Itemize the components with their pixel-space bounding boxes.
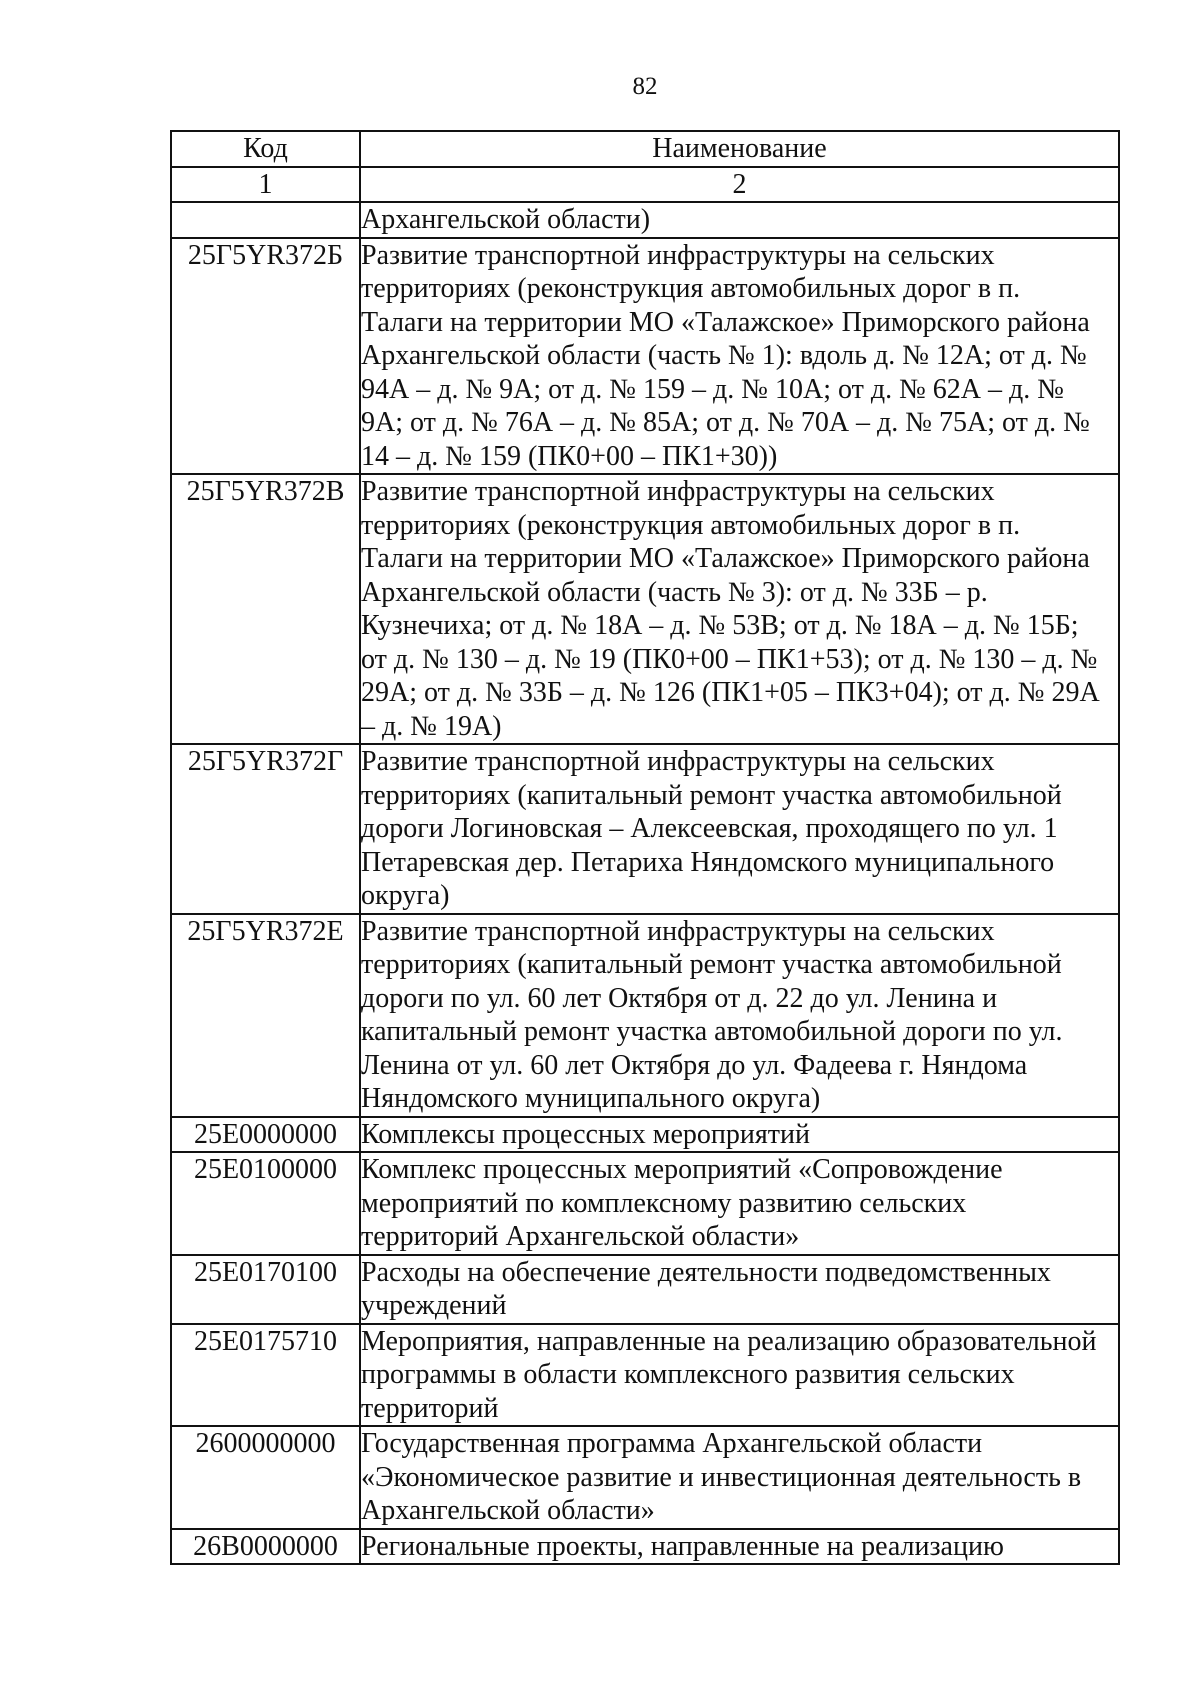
code-cell: 25Е0000000 [171, 1117, 360, 1153]
name-cell: Мероприятия, направленные на реализацию образовательной программы в области комплексного развития сельских территорий [360, 1324, 1119, 1427]
name-cell: Развитие транспортной инфраструктуры на сельских территориях (капитальный ремонт участка автомобильной дороги по ул. 60 лет Октября от д. 22 до ул. Ленина и капитальный ремонт участка автомобильной дороги по ул. Ленина от ул. 60 лет Октября до ул. Фадеева г. Няндома Няндомского муниципального округа) [360, 914, 1119, 1117]
table-row [171, 474, 1119, 744]
table-row [171, 744, 1119, 914]
table-row [171, 1152, 1119, 1255]
table-header [171, 131, 1119, 202]
code-cell: 25Е0170100 [171, 1255, 360, 1324]
budget-code-table [170, 130, 1120, 1565]
name-cell: Развитие транспортной инфраструктуры на сельских территориях (капитальный ремонт участка автомобильной дороги Логиновская – Алексеевская, проходящего по ул. 1 Петаревская дер. Петариха Няндомского муниципального округа) [360, 744, 1119, 914]
name-cell: Государственная программа Архангельской области «Экономическое развитие и инвестиционная деятельность в Архангельской области» [360, 1426, 1119, 1529]
name-cell: Развитие транспортной инфраструктуры на сельских территориях (реконструкция автомобильных дорог в п. Талаги на территории МО «Талажское» Приморского района Архангельской области (часть № 1): вдоль д. № 12А; от д. № 94А – д. № 9А; от д. № 159 – д. № 10А; от д. № 62А – д. № 9А; от д. № 76А – д. № 85А; от д. № 70А – д. № 75А; от д. № 14 – д. № 159 (ПК0+00 – ПК1+30)) [360, 238, 1119, 475]
name-cell: Региональные проекты, направленные на реализацию [360, 1529, 1119, 1565]
code-cell: 25Е0175710 [171, 1324, 360, 1427]
code-cell: 25Г5YR372В [171, 474, 360, 744]
column-number-code: 1 [171, 167, 360, 203]
name-cell: Развитие транспортной инфраструктуры на сельских территориях (реконструкция автомобильных дорог в п. Талаги на территории МО «Талажское» Приморского района Архангельской области (часть № 3): от д. № 33Б – р. Кузнечиха; от д. № 18А – д. № 53В; от д. № 18А – д. № 15Б; от д. № 130 – д. № 19 (ПК0+00 – ПК1+53); от д. № 130 – д. № 29А; от д. № 33Б – д. № 126 (ПК1+05 – ПК3+04); от д. № 29А – д. № 19А) [360, 474, 1119, 744]
table-row [171, 1117, 1119, 1153]
page-number: 82 [632, 73, 658, 100]
table-row [171, 1255, 1119, 1324]
column-header-name: Наименование [360, 131, 1119, 167]
header-row [171, 131, 1119, 167]
table-row [171, 202, 1119, 238]
code-cell: 25Г5YR372Е [171, 914, 360, 1117]
name-cell: Комплексы процессных мероприятий [360, 1117, 1119, 1153]
column-number-row [171, 167, 1119, 203]
name-cell: Расходы на обеспечение деятельности подведомственных учреждений [360, 1255, 1119, 1324]
code-cell: 25Г5YR372Г [171, 744, 360, 914]
code-cell [171, 202, 360, 238]
table-row [171, 1426, 1119, 1529]
name-cell: Комплекс процессных мероприятий «Сопровождение мероприятий по комплексному развитию сельских территорий Архангельской области» [360, 1152, 1119, 1255]
table-body [171, 202, 1119, 1564]
column-header-code: Код [171, 131, 360, 167]
table-row [171, 238, 1119, 475]
column-number-name: 2 [360, 167, 1119, 203]
table-row [171, 1529, 1119, 1565]
table-row [171, 914, 1119, 1117]
code-cell: 26В0000000 [171, 1529, 360, 1565]
table-row [171, 1324, 1119, 1427]
code-cell: 25Г5YR372Б [171, 238, 360, 475]
code-cell: 2600000000 [171, 1426, 360, 1529]
code-cell: 25Е0100000 [171, 1152, 360, 1255]
name-cell: Архангельской области) [360, 202, 1119, 238]
